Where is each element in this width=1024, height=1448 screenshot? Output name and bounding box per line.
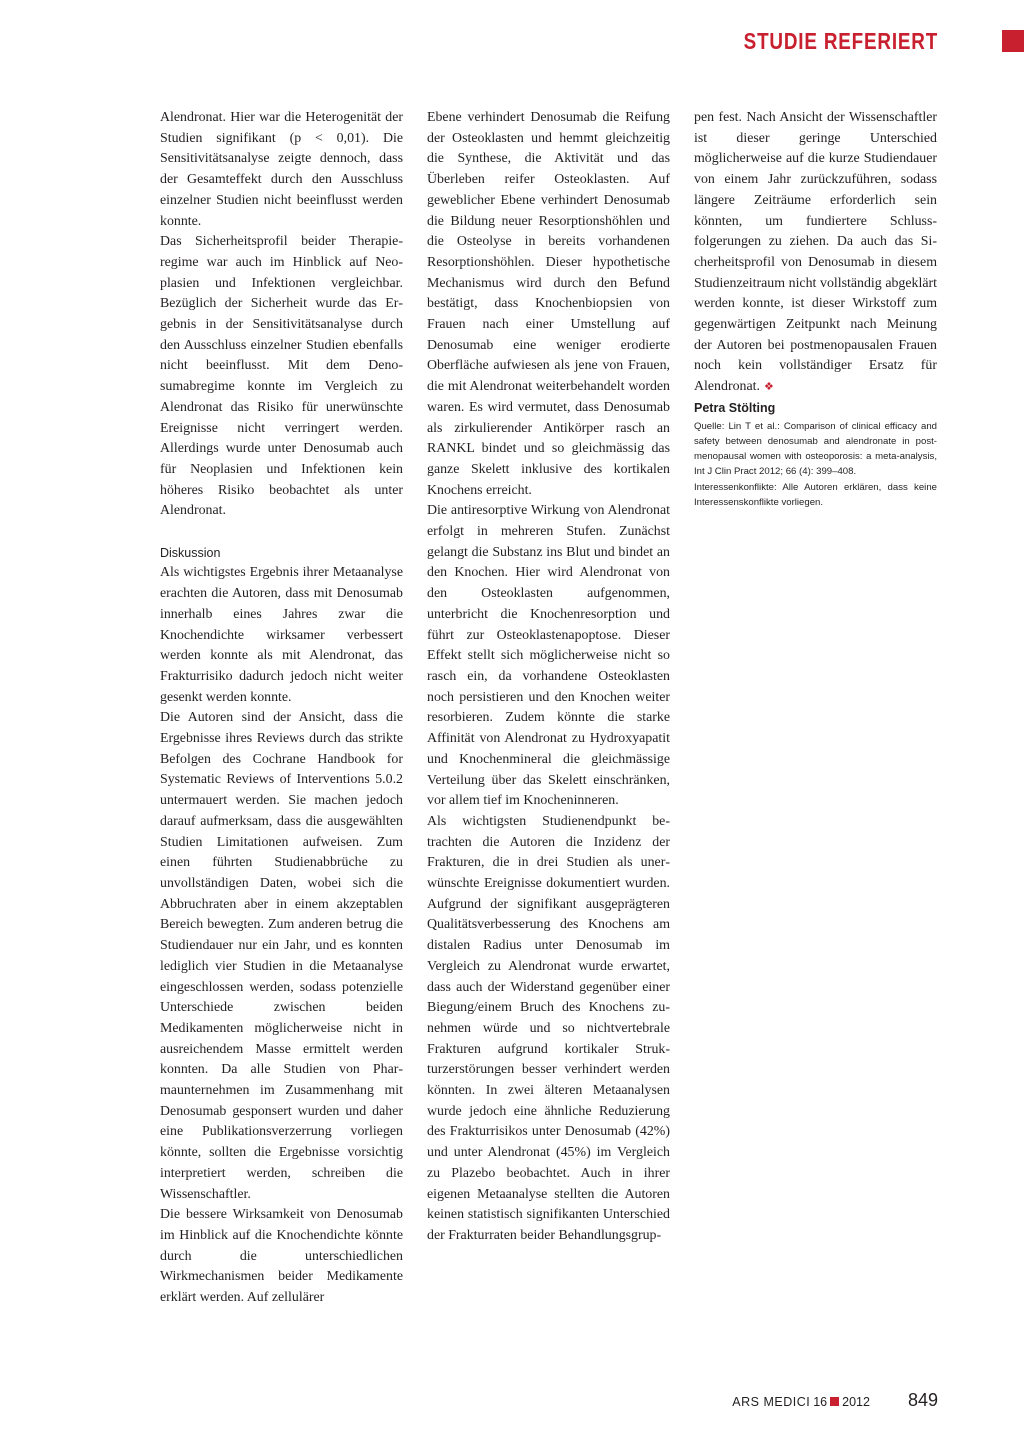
- section-accent-block: [1002, 30, 1024, 52]
- issue-number: 16: [813, 1395, 828, 1409]
- paragraph: [694, 108, 937, 398]
- paragraph: Ebene verhindert Denosumab die Reifung der Osteoklasten und hemmt gleichzeitig die Synthese, die Aktivität und das Überleben reifer Osteoklasten. Auf geweblicher Ebene verhindert Denosumab die Bildung neuer Resorptionshöhlen und die Osteolyse in bereits vorhandenen Resorptionshöhlen. Dieser hypothetische Mechanismus wird durch den Befund bestätigt, dass Knochenbiopsien von Frauen nach einer Umstellung auf Denosumab eine weniger erodierte Oberfläche aufwiesen als jene von Frauen, die mit Alendronat weiterbehandelt worden waren. Es wird vermutet, dass Denosumab als zirkulierender Antikörper rasch an RANKL bindet und so gleichmässig das ganze Skelett inklusive des kortikalen Knochens erreicht.: [427, 110, 670, 498]
- section-label: STUDIE REFERIERT: [743, 28, 938, 54]
- paragraph: Die antiresorptive Wirkung von Alendronat erfolgt in mehreren Stufen. Zunächst gelangt die Substanz ins Blut und bindet an den Knochen. Hier wird Alendronat von den Osteoklasten aufgenommen, unterbricht die Knochenresorption und führt zur Osteoklastenapoptose. Dieser Effekt stellt sich möglicherweise nicht so rasch ein, da vorhandene Osteoklasten noch persistieren und den Knochen weiter resorbieren. Zudem könnte die starke Affinität von Alendronat zu Hydroxyapatit und Knochenmineral die gleichmässige Verteilung über das Skelett einschränken, vor allem tief im Knocheninneren.: [427, 503, 670, 809]
- paragraph: Alendronat. Hier war die Heterogenität der Studien signifikant (p < 0,01). Die Sensitivitätsanalyse zeigte dennoch, dass der Gesamteffekt durch den Ausschluss einzelner Studien nicht beeinflusst werden konnte.: [160, 110, 403, 229]
- author-name: Petra Stölting: [694, 400, 776, 415]
- conflict-of-interest-note: Interessenkonflikte: Alle Autoren erklären, dass keine Interessenskonflikte vorliegen.: [694, 481, 937, 509]
- page-number: 849: [907, 1390, 938, 1410]
- issue-year: 2012: [842, 1395, 870, 1409]
- text-column-2: [427, 108, 670, 1247]
- paragraph: Das Sicherheitsprofil beider Therapieregime war auch im Hinblick auf Neoplasien und Infektionen vergleichbar. Bezüglich der Sicherheit wurde das Ergebnis in der Sensitivitätsanalyse durch den Ausschluss einzelner Studien ebenfalls nicht beeinflusst. Mit dem Denosumabregime konnte im Vergleich zu Alendronat das Risiko für unerwünschte Ereignisse nicht verringert werden. Allerdings wurde unter Denosumab auch für Neoplasien und Infektionen kein höheres Risiko beobachtet als unter Alendronat.: [160, 234, 403, 519]
- paragraph: Die Autoren sind der Ansicht, dass die Ergebnisse ihres Reviews durch das strikte Befolgen des Cochrane Handbook for Systematic Reviews of Interventions 5.0.2 untermauert werden. Sie machen jedoch darauf aufmerksam, dass die ausgewählten Studien Limitationen aufweisen. Zum einen führten Studienabbrüche zu unvollständigen Daten, wobei sich die Abbruchraten aber in einem akzeptablen Bereich bewegten. Zum anderen betrug die Studiendauer nur ein Jahr, und es konnten lediglich vier Studien in die Metaanalyse eingeschlossen werden, sodass potenzielle Unterschiede zwischen beiden Medikamenten möglicherweise nicht in ausreichendem Masse ermittelt werden konnten. Da alle Studien von Pharmaunternehmen im Zusammenhang mit Denosumab gesponsert wurden und daher eine Publikationsverzerrung vorliegen könnte, sollten die Ergebnisse vorsichtig interpretiert werden, schreiben die Wissenschaftler.: [160, 710, 403, 1202]
- text-column-3: [694, 108, 937, 510]
- paragraph: Als wichtigsten Studienendpunkt betrachten die Autoren die Inzidenz der Frakturen, die in drei Studien als unerwünschte Ereignisse dokumentiert wurden. Aufgrund der signifikant ausgeprägteren Qualitätsverbesserung des Knochens am distalen Radius unter Denosumab im Vergleich zu Alendronat wurde erwartet, dass auch der Widerstand gegenüber einer Biegung/einem Bruch des Knochens zunehmen würde und so nichtvertebrale Frakturen aufgrund kortikaler Strukturzerstörungen besser verhindert werden könnten. In zwei älteren Metaanalysen wurde jedoch eine ähnliche Reduzierung des Frakturrisikos unter Denosumab (42%) und unter Alendronat (45%) im Vergleich zu Plazebo beobachtet. Auch in ihrer eigenen Metaanalyse stellten die Autoren keinen statistisch signifikanten Unterschied der Frakturraten beider Behandlungsgrup-: [427, 813, 670, 1243]
- paragraph-text: pen fest. Nach Ansicht der Wissenschaftler ist dieser geringe Unterschied möglicherweise auf die kurze Studiendauer von einem Jahr zurückzuführen, sodass längere Zeiträume erforderlich sein könnten, um fundiertere Schlussfolgerungen zu ziehen. Da auch das Sicherheitsprofil von Denosumab in diesem Studienzeitraum nicht vollständig abgeklärt werden konnte, ist dieser Wirkstoff zum gegenwärtigen Zeitpunkt nach Meinung der Autoren bei postmenopausalen Frauen noch kein vollständiger Ersatz für Alendronat.: [694, 110, 937, 395]
- paragraph: Als wichtigstes Ergebnis ihrer Metaanalyse erachten die Autoren, dass mit Denosumab innerhalb eines Jahres zwar die Knochendichte wirksamer verbessert werden konnte als mit Alendronat, das Frakturrisiko dadurch jedoch nicht weiter gesenkt werden konnte.: [160, 565, 403, 705]
- source-citation: Quelle: Lin T et al.: Comparison of clinical efficacy and safety between denosumab and alendronate in postmenopausal women with osteoporosis: a meta-analysis, Int J Clin Pract 2012; 66 (4): 399–408.: [694, 420, 937, 478]
- journal-name: ARS MEDICI: [732, 1395, 811, 1409]
- section-heading-diskussion: Diskussion: [160, 545, 221, 560]
- end-of-article-icon: ❖: [763, 381, 774, 394]
- paragraph: Die bessere Wirksamkeit von Denosumab im Hinblick auf die Knochendichte könnte durch die unterschiedlichen Wirkmechanismen beider Medikamente erklärt werden. Auf zellulärer: [160, 1207, 403, 1306]
- page-footer: [732, 1390, 938, 1411]
- footer-square-icon: [830, 1397, 839, 1406]
- text-column-1: [160, 108, 403, 1309]
